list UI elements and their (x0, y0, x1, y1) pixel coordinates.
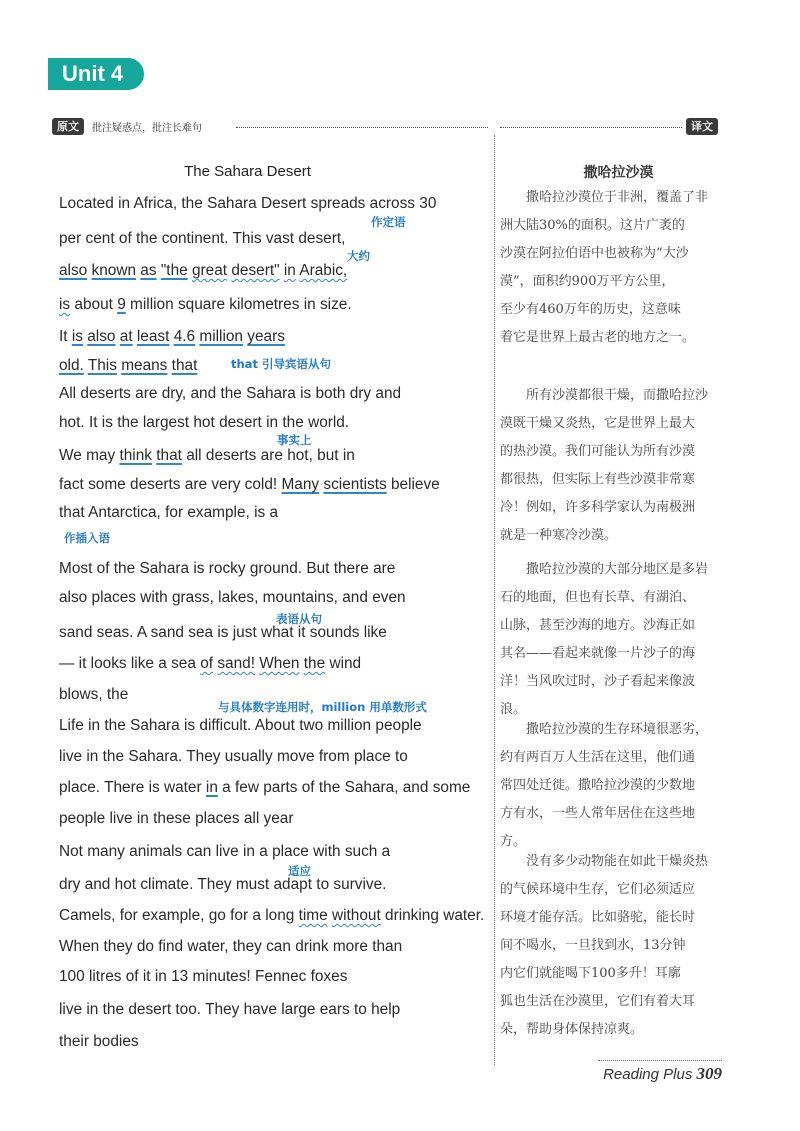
english-line: live in the Sahara. They usually move from place to (59, 748, 408, 765)
english-line: hot. It is the largest hot desert in the world. (59, 414, 350, 431)
original-tag: 原文 (52, 118, 84, 135)
annotation-adapt-to: 适应 (288, 864, 311, 878)
english-line: their bodies (59, 1033, 139, 1050)
chinese-line: 漠既干燥又炎热，它是世界上最大 (500, 416, 696, 431)
english-line: live in the desert too. They have large ears to help (59, 1001, 401, 1018)
chinese-line: 沙漠在阿拉伯语中也被称为“大沙 (500, 246, 689, 261)
chinese-line: 洲大陆30%的面积。这片广袤的 (500, 218, 685, 233)
annotation-million: 与具体数字连用时，million 用单数形式 (218, 700, 427, 714)
english-line: It is also at least 4.6 million years (59, 328, 285, 345)
english-line: Life in the Sahara is difficult. About two million people (59, 717, 422, 734)
english-line: place. There is water in a few parts of the Sahara, and some (59, 779, 471, 796)
english-line: Camels, for example, go for a long time without drinking water. (59, 907, 485, 924)
chinese-line: 约有两百万人生活在这里，他们通 (500, 750, 696, 765)
header-rule-right (500, 127, 682, 128)
chinese-line: 其名——看起来就像一片沙子的海 (500, 646, 696, 661)
chinese-line: 间不喝水，一旦找到水，13分钟 (500, 938, 686, 953)
chinese-line: 至少有460万年的历史，这意味 (500, 302, 681, 317)
english-line: fact some deserts are very cold! Many scientists believe (59, 476, 440, 493)
english-line: Located in Africa, the Sahara Desert spreads across 30 (59, 195, 437, 212)
column-divider (494, 135, 495, 1065)
english-line: sand seas. A sand sea is just what it sounds like (59, 624, 387, 641)
english-line: old. This means that (59, 357, 198, 374)
english-line: also known as "the great desert" in Arabic, (59, 262, 348, 279)
chinese-line: 都很热，但实际上有些沙漠非常寒 (500, 472, 696, 487)
chinese-line: 环境才能存活。比如骆驼，能长时 (500, 910, 696, 925)
chinese-line: 内它们就能喝下100多升！耳廓 (500, 966, 681, 981)
english-line: When they do find water, they can drink more than (59, 938, 403, 955)
chinese-line: 撒哈拉沙漠的生存环境很恶劣， (526, 722, 709, 737)
chinese-line: 漠”，面积约900万平方公里， (500, 274, 675, 289)
annotation-what-clause: 表语从句 (276, 612, 322, 626)
english-line: is about 9 million square kilometres in size. (59, 296, 352, 313)
annotation-about: 大约 (347, 249, 370, 263)
chinese-line: 洋！当风吹过时，沙子看起来像波 (500, 674, 696, 689)
chinese-line: 山脉，甚至沙海的地方。沙海正如 (500, 618, 696, 633)
page-number: 309 (696, 1064, 722, 1083)
chinese-line: 没有多少动物能在如此干燥炎热 (526, 854, 709, 869)
chinese-line: 方有水，一些人常年居住在这些地 (500, 806, 696, 821)
annotation-for-example: 作插入语 (64, 531, 110, 545)
chinese-line: 的气候环境中生存，它们必须适应 (500, 882, 696, 897)
english-line: 100 litres of it in 13 minutes! Fennec foxes (59, 968, 348, 985)
english-line: blows, the (59, 686, 129, 703)
footer-rule (598, 1060, 722, 1061)
chinese-line: 就是一种寒冷沙漠。 (500, 528, 618, 543)
chinese-line: 撒哈拉沙漠位于非洲，覆盖了非 (526, 190, 709, 205)
annotation-that-clause: that 引导宾语从句 (231, 357, 331, 371)
english-line: per cent of the continent. This vast desert, (59, 230, 346, 247)
chinese-line: 常四处迁徙。撒哈拉沙漠的少数地 (500, 778, 696, 793)
chinese-line: 石的地面，但也有长草、有湖泊、 (500, 590, 696, 605)
header-rule-left (236, 127, 488, 128)
english-line: also places with grass, lakes, mountains, and even (59, 589, 406, 606)
chinese-line: 浪。 (500, 702, 527, 717)
translation-tag: 译文 (686, 118, 718, 135)
page-footer (603, 1064, 722, 1084)
chinese-line: 所有沙漠都很干燥，而撒哈拉沙 (526, 388, 709, 403)
english-line: — it looks like a sea of sand! When the wind (59, 655, 362, 672)
english-title: The Sahara Desert (184, 163, 311, 180)
original-note: 批注疑惑点，批注长难句 (92, 123, 202, 134)
chinese-line: 冷！例如，许多科学家认为南极洲 (500, 500, 696, 515)
english-line: Not many animals can live in a place with such a (59, 843, 391, 860)
unit-badge: Unit 4 (48, 58, 144, 90)
chinese-line: 着它是世界上最古老的地方之一。 (500, 330, 696, 345)
chinese-line: 朵，帮助身体保持凉爽。 (500, 1022, 644, 1037)
annotation-also-known: 作定语 (371, 215, 406, 229)
chinese-line: 方。 (500, 834, 527, 849)
chinese-line: 的热沙漠。我们可能认为所有沙漠 (500, 444, 696, 459)
chinese-line: 撒哈拉沙漠的大部分地区是多岩 (526, 562, 709, 577)
english-line: people live in these places all year (59, 810, 294, 827)
english-line: Most of the Sahara is rocky ground. But there are (59, 560, 396, 577)
english-line: dry and hot climate. They must adapt to survive. (59, 876, 387, 893)
chinese-line: 狐也生活在沙漠里，它们有着大耳 (500, 994, 696, 1009)
english-line: All deserts are dry, and the Sahara is both dry and (59, 385, 402, 402)
chinese-title: 撒哈拉沙漠 (583, 165, 654, 181)
annotation-in-fact: 事实上 (277, 433, 312, 447)
series-name: Reading Plus (603, 1066, 693, 1083)
english-line: that Antarctica, for example, is a (59, 504, 279, 521)
english-line: We may think that all deserts are hot, but in (59, 447, 355, 464)
